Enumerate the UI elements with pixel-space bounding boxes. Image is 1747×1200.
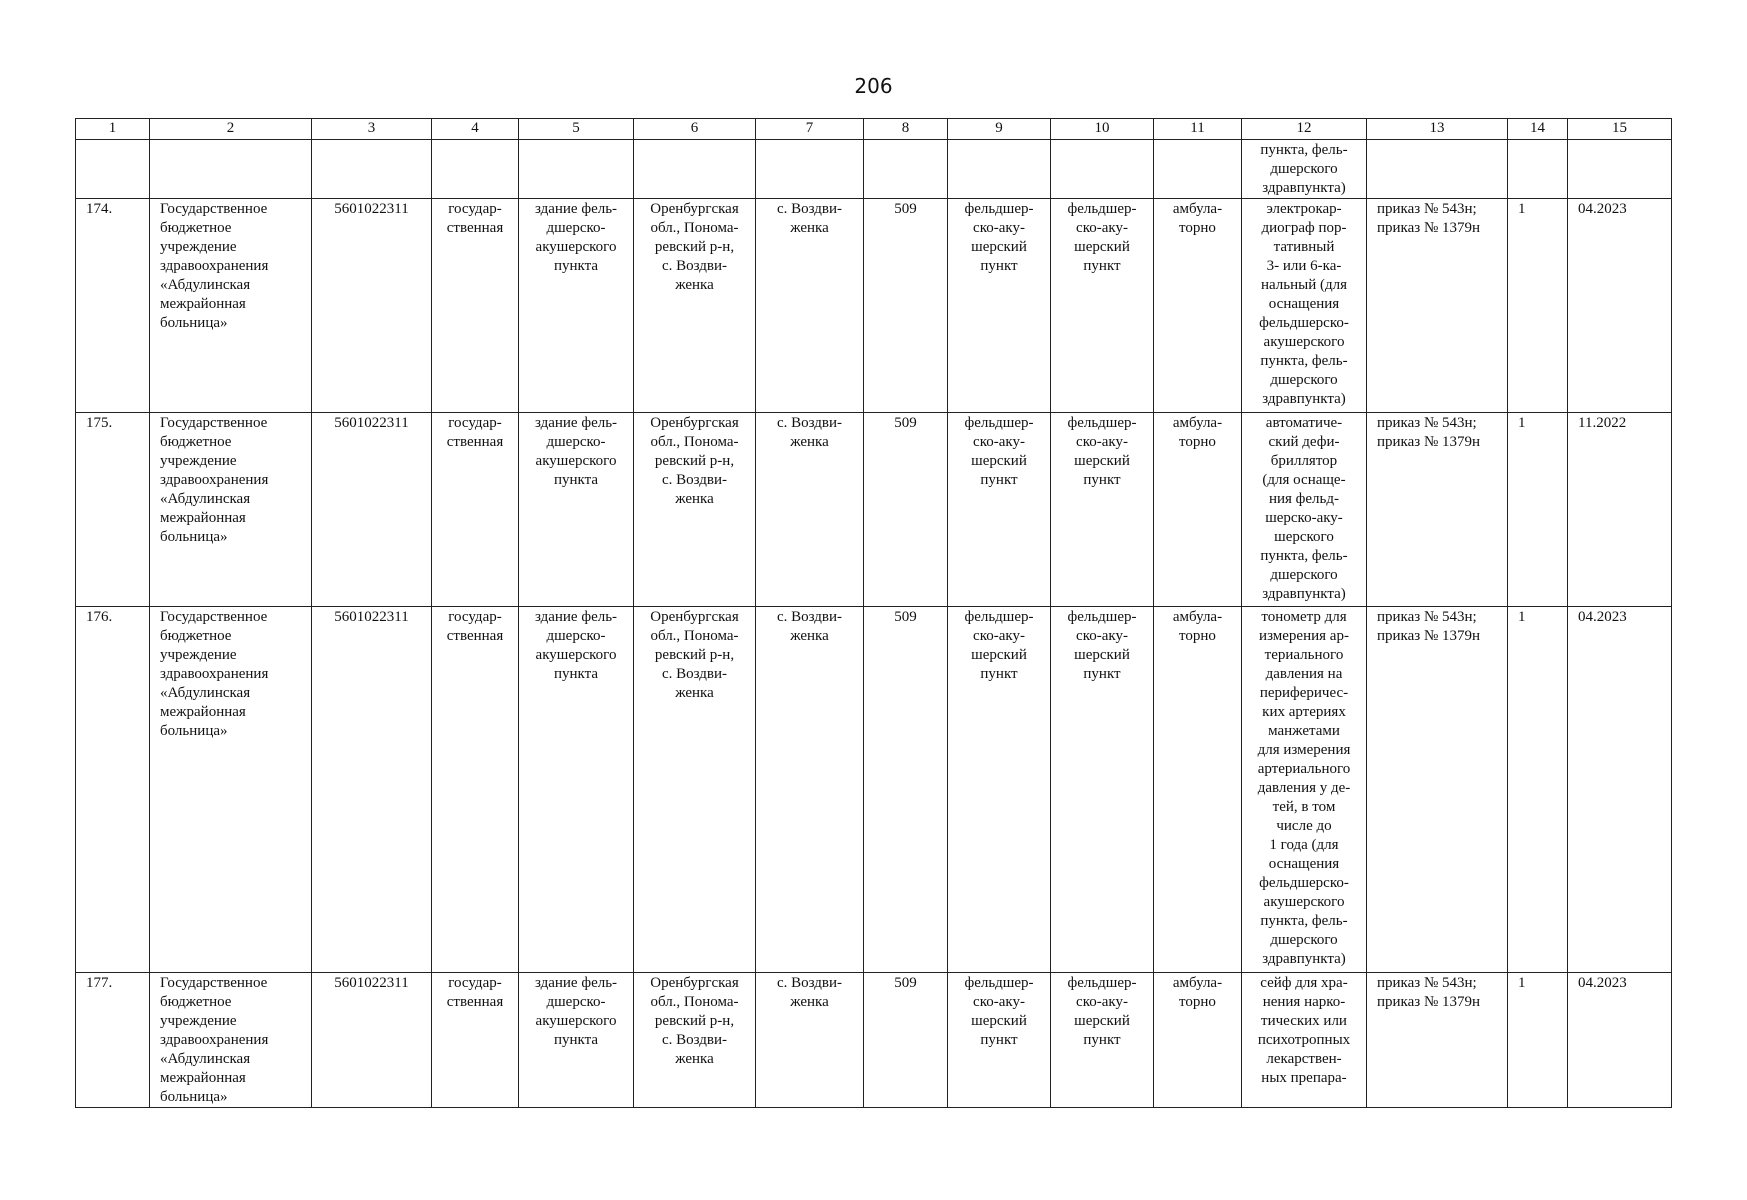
column-header: 6 — [634, 119, 756, 140]
row-number: 175. — [76, 413, 150, 607]
organization-cell: Государственное бюджетное учреждение здравоохранения «Абдулинская межрайонная больница» — [150, 973, 312, 1108]
care-form-cell: амбула- торно — [1154, 199, 1242, 413]
unit-type-cell: фельдшер- ско-аку- шерский пункт — [948, 973, 1051, 1108]
locality-cell: с. Воздви- женка — [756, 973, 864, 1108]
address-cell: Оренбургская обл., Понома- ревский р-н, с. Воздви- женка — [634, 413, 756, 607]
column-header: 4 — [432, 119, 519, 140]
registry-table — [75, 118, 1672, 1108]
table-row — [76, 199, 1672, 413]
date-cell: 11.2022 — [1568, 413, 1672, 607]
equipment-cell: электрокар- диограф пор- тативный 3- или 6-ка- нальный (для оснащения фельдшерско- акушерского пункта, фель- дшерского здравпункта) — [1242, 199, 1367, 413]
column-header: 5 — [519, 119, 634, 140]
equipment-cell: тонометр для измерения ар- териального давления на периферичес- ких артериях манжетами для измерения артериального давления у де- тей, в том числе до 1 года (для оснащения фельдшерско- акушерского пункта, фель- дшерского здравпункта) — [1242, 607, 1367, 973]
code-cell: 509 — [864, 973, 948, 1108]
column-header: 3 — [312, 119, 432, 140]
date-cell: 04.2023 — [1568, 973, 1672, 1108]
page-number: 206 — [854, 74, 893, 98]
locality-cell: с. Воздви- женка — [756, 199, 864, 413]
quantity-cell: 1 — [1508, 413, 1568, 607]
row-number: 176. — [76, 607, 150, 973]
building-cell: здание фель- дшерско- акушерского пункта — [519, 413, 634, 607]
equipment-cell: сейф для хра- нения нарко- тических или психотропных лекарствен- ных препара- — [1242, 973, 1367, 1108]
order-cell: приказ № 543н; приказ № 1379н — [1367, 413, 1508, 607]
code-cell: 509 — [864, 199, 948, 413]
order-cell: приказ № 543н; приказ № 1379н — [1367, 973, 1508, 1108]
address-cell: Оренбургская обл., Понома- ревский р-н, с. Воздви- женка — [634, 607, 756, 973]
order-cell: приказ № 543н; приказ № 1379н — [1367, 199, 1508, 413]
column-header: 2 — [150, 119, 312, 140]
inn-cell: 5601022311 — [312, 607, 432, 973]
ownership-cell: государ- ственная — [432, 199, 519, 413]
date-cell: 04.2023 — [1568, 607, 1672, 973]
column-header: 7 — [756, 119, 864, 140]
building-cell: здание фель- дшерско- акушерского пункта — [519, 607, 634, 973]
code-cell: 509 — [864, 607, 948, 973]
ownership-cell: государ- ственная — [432, 973, 519, 1108]
date-cell: 04.2023 — [1568, 199, 1672, 413]
column-header: 8 — [864, 119, 948, 140]
code-cell: 509 — [864, 413, 948, 607]
inn-cell: 5601022311 — [312, 973, 432, 1108]
quantity-cell: 1 — [1508, 199, 1568, 413]
equipment-cell: автоматиче- ский дефи- бриллятор (для оснаще- ния фельд- шерско-аку- шерского пункта, фель- дшерского здравпункта) — [1242, 413, 1367, 607]
unit-name-cell: фельдшер- ско-аку- шерский пункт — [1051, 413, 1154, 607]
unit-type-cell: фельдшер- ско-аку- шерский пункт — [948, 199, 1051, 413]
inn-cell: 5601022311 — [312, 413, 432, 607]
unit-name-cell: фельдшер- ско-аку- шерский пункт — [1051, 607, 1154, 973]
column-header: 13 — [1367, 119, 1508, 140]
continuation-row — [76, 140, 1672, 199]
care-form-cell: амбула- торно — [1154, 413, 1242, 607]
column-header: 10 — [1051, 119, 1154, 140]
table-row — [76, 973, 1672, 1108]
locality-cell: с. Воздви- женка — [756, 413, 864, 607]
table-row — [76, 607, 1672, 973]
building-cell: здание фель- дшерско- акушерского пункта — [519, 199, 634, 413]
table-row — [76, 413, 1672, 607]
unit-name-cell: фельдшер- ско-аку- шерский пункт — [1051, 973, 1154, 1108]
inn-cell: 5601022311 — [312, 199, 432, 413]
organization-cell: Государственное бюджетное учреждение здравоохранения «Абдулинская межрайонная больница» — [150, 199, 312, 413]
unit-type-cell: фельдшер- ско-аку- шерский пункт — [948, 607, 1051, 973]
quantity-cell: 1 — [1508, 607, 1568, 973]
care-form-cell: амбула- торно — [1154, 973, 1242, 1108]
column-header: 15 — [1568, 119, 1672, 140]
column-header: 14 — [1508, 119, 1568, 140]
unit-name-cell: фельдшер- ско-аку- шерский пункт — [1051, 199, 1154, 413]
organization-cell: Государственное бюджетное учреждение здравоохранения «Абдулинская межрайонная больница» — [150, 413, 312, 607]
ownership-cell: государ- ственная — [432, 413, 519, 607]
column-header: 9 — [948, 119, 1051, 140]
building-cell: здание фель- дшерско- акушерского пункта — [519, 973, 634, 1108]
address-cell: Оренбургская обл., Понома- ревский р-н, с. Воздви- женка — [634, 973, 756, 1108]
column-header: 12 — [1242, 119, 1367, 140]
unit-type-cell: фельдшер- ско-аку- шерский пункт — [948, 413, 1051, 607]
care-form-cell: амбула- торно — [1154, 607, 1242, 973]
row-number: 174. — [76, 199, 150, 413]
column-header: 1 — [76, 119, 150, 140]
ownership-cell: государ- ственная — [432, 607, 519, 973]
locality-cell: с. Воздви- женка — [756, 607, 864, 973]
quantity-cell: 1 — [1508, 973, 1568, 1108]
row-number: 177. — [76, 973, 150, 1108]
column-number-header — [76, 119, 1672, 140]
equipment-cell: пункта, фель- дшерского здравпункта) — [1242, 140, 1367, 199]
address-cell: Оренбургская обл., Понома- ревский р-н, с. Воздви- женка — [634, 199, 756, 413]
order-cell: приказ № 543н; приказ № 1379н — [1367, 607, 1508, 973]
organization-cell: Государственное бюджетное учреждение здравоохранения «Абдулинская межрайонная больница» — [150, 607, 312, 973]
column-header: 11 — [1154, 119, 1242, 140]
